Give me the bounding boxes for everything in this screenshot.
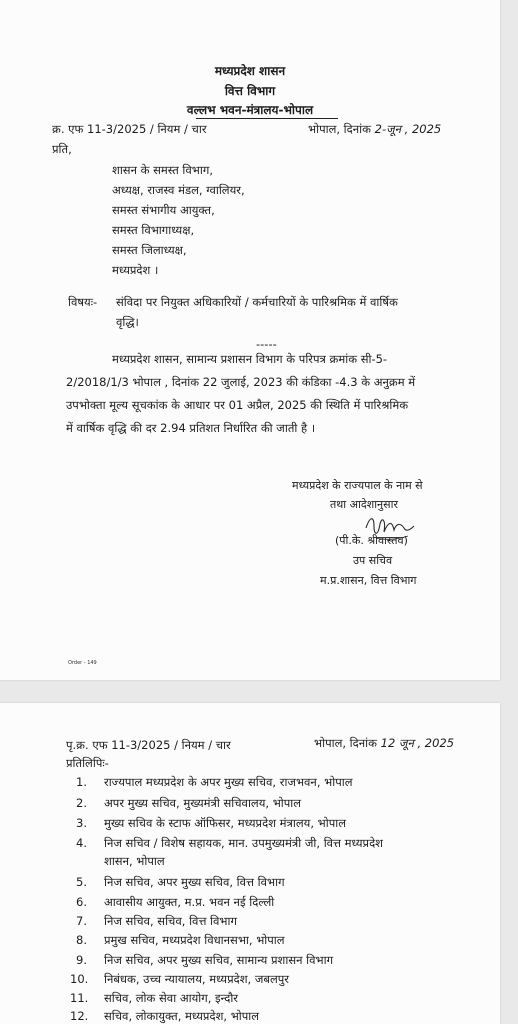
recipient-line: अध्यक्ष, राजस्व मंडल, ग्वालियर,: [112, 183, 245, 197]
copy-item-number: 10.: [70, 972, 89, 986]
copy-item-number: 5.: [76, 875, 87, 889]
subject-line-2: वृद्धि।: [116, 315, 139, 329]
copy-item-number: 2.: [76, 796, 87, 810]
copy-item-text-continued: शासन, भोपाल: [104, 854, 165, 868]
separator: -----: [256, 337, 277, 351]
date-value: 2-जून , 2025: [374, 122, 442, 136]
recipient-line: मध्यप्रदेश ।: [112, 263, 159, 277]
copy-date-value: 12 जून , 2025: [380, 736, 455, 750]
reference-number: क्र. एफ 11-3/2025 / नियम / चार: [52, 122, 207, 136]
copy-item-number: 9.: [76, 953, 87, 967]
copy-item-number: 8.: [76, 933, 87, 947]
copy-item-number: 6.: [76, 895, 87, 909]
copy-item-text: मुख्य सचिव के स्टाफ ऑफिसर, मध्यप्रदेश मंत्रालय, भोपाल: [104, 816, 347, 830]
header-line-3: वल्लभ भवन-मंत्रालय-भोपाल: [186, 103, 314, 117]
copy-item-text: सचिव, लोकायुक्त, मध्यप्रदेश, भोपाल: [104, 1009, 260, 1023]
recipient-line: समस्त विभागाध्यक्ष,: [112, 223, 195, 237]
signatory-name: (पी.के. श्रीवास्तव): [335, 534, 408, 547]
body-line: उपभोक्ता मूल्य सूचकांक के आधार पर 01 अप्रैल, 2025 की स्थिति में पारिश्रमिक: [66, 398, 409, 412]
header-underline: [196, 118, 338, 119]
copy-item-text: निज सचिव / विशेष सहायक, मान. उपमुख्यमंत्री जी, वित्त मध्यप्रदेश: [104, 836, 384, 850]
copy-item-text: निज सचिव, अपर मुख्य सचिव, वित्त विभाग: [104, 875, 285, 889]
recipient-line: समस्त संभागीय आयुक्त,: [112, 203, 215, 217]
copy-item-number: 4.: [76, 836, 87, 850]
subject-line-1: संविदा पर नियुक्त अधिकारियों / कर्मचारियों के पारिश्रमिक में वार्षिक: [116, 295, 398, 309]
signoff-line-2: तथा आदेशानुसार: [330, 498, 398, 511]
copy-place-date-label: भोपाल, दिनांक: [314, 736, 377, 750]
copy-item-text: प्रमुख सचिव, मध्यप्रदेश विधानसभा, भोपाल: [104, 933, 285, 947]
copy-item-text: निज सचिव, अपर मुख्य सचिव, सामान्य प्रशासन विभाग: [104, 953, 334, 967]
copy-place-date: [314, 736, 454, 751]
body-line: मध्यप्रदेश शासन, सामान्य प्रशासन विभाग के परिपत्र क्रमांक सी-5-: [112, 352, 388, 366]
copy-item-text: निबंधक, उच्च न्यायालय, मध्यप्रदेश, जबलपुर: [104, 972, 289, 986]
signoff-line-1: मध्यप्रदेश के राज्यपाल के नाम से: [292, 479, 423, 492]
body-line: 2/2018/1/3 भोपाल , दिनांक 22 जुलाई, 2023 की कंडिका -4.3 के अनुक्रम में: [66, 375, 416, 389]
copy-item-text: अपर मुख्य सचिव, मुख्यमंत्री सचिवालय, भोपाल: [104, 796, 302, 810]
to-label: प्रति,: [52, 142, 72, 156]
copy-item-text: आवासीय आयुक्त, म.प्र. भवन नई दिल्ली: [104, 895, 275, 909]
place-date-label: भोपाल, दिनांक: [308, 122, 371, 136]
copy-item-number: 3.: [76, 816, 87, 830]
copy-item-text: निज सचिव, सचिव, वित्त विभाग: [104, 914, 237, 928]
copy-item-text: सचिव, लोक सेवा आयोग, इन्दौर: [104, 991, 238, 1005]
recipient-line: समस्त जिलाध्यक्ष,: [112, 243, 187, 257]
recipient-line: शासन के समस्त विभाग,: [112, 163, 213, 177]
header-line-1: मध्यप्रदेश शासन: [214, 64, 286, 78]
copy-item-number: 7.: [76, 914, 87, 928]
signatory-office: म.प्र.शासन, वित्त विभाग: [320, 574, 417, 587]
copy-reference-number: पृ.क्र. एफ 11-3/2025 / नियम / चार: [66, 738, 231, 752]
copy-item-number: 11.: [70, 991, 89, 1005]
footer-code: Order - 149: [68, 660, 97, 666]
copy-item-text: राज्यपाल मध्यप्रदेश के अपर मुख्य सचिव, राजभवन, भोपाल: [104, 775, 353, 789]
copy-page: [0, 703, 500, 1024]
signatory-designation: उप सचिव: [353, 554, 393, 567]
copy-label: प्रतिलिपिः-: [66, 756, 109, 770]
header-line-2: वित्त विभाग: [224, 84, 276, 98]
body-line: में वार्षिक वृद्धि की दर 2.94 प्रतिशत निर्धारित की जाती है ।: [66, 421, 316, 435]
subject-label: विषयः-: [68, 295, 98, 309]
copy-item-number: 12.: [70, 1009, 89, 1023]
copy-item-number: 1.: [76, 775, 87, 789]
place-date: [308, 122, 441, 137]
